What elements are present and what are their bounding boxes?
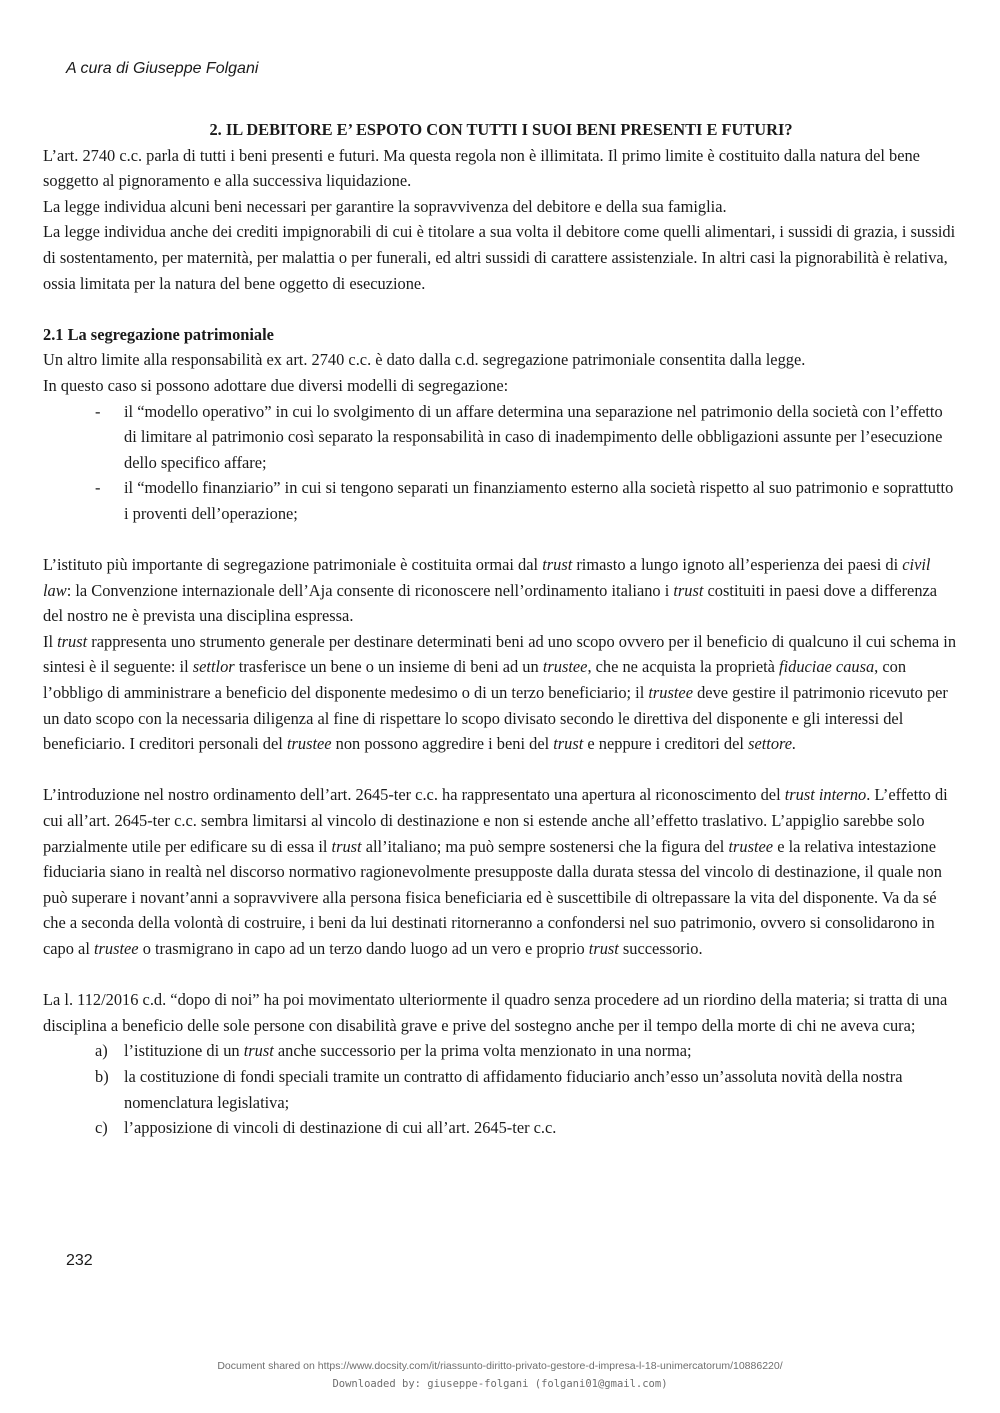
list-marker: a) [95,1041,108,1061]
italic-term: trust [673,580,704,600]
paragraph: La l. 112/2016 c.d. “dopo di noi” ha poi movimentato ulteriormente il quadro senza procedere ad un riordino della materia; si tratta di una disciplina a beneficio delle sole persone con disabilità grave e prive del sostegno anche per il tempo della morte di chi ne aveva cura; [43,990,948,1035]
page-header-author: A cura di Giuseppe Folgani [66,60,259,77]
list-item [43,1038,959,1064]
list-marker: c) [95,1118,108,1138]
italic-term: trust [553,734,584,754]
paragraph [43,552,959,629]
text-run: rimasto a lungo ignoto all’esperienza dei paesi di [572,555,903,575]
italic-term: trustee [286,734,332,754]
text-run: Il [43,631,58,651]
italic-term: trustee [728,836,774,856]
italic-term: trust [588,939,619,958]
text-run: : la Convenzione internazionale dell’Aja consente di riconoscere nell’ordinamento italiano i [66,580,674,600]
document-body [43,117,959,1141]
list-marker: b) [95,1066,109,1086]
italic-term: civil law [43,555,931,600]
paragraph: Un altro limite alla responsabilità ex art. 2740 c.c. è dato dalla c.d. segregazione patrimoniale consentita dalla legge. [43,350,806,370]
list-marker: - [95,478,101,498]
law-measures-list [43,1038,959,1140]
list-item [43,475,959,526]
italic-term: fiduciae causa [779,657,875,677]
subsection-title: 2.1 La segregazione patrimoniale [43,324,274,344]
list-item-text: il “modello finanziario” in cui si tengono separati un finanziamento esterno alla società rispetto al suo patrimonio e soprattutto i proventi dell’operazione; [124,478,954,523]
text-run: e neppure i creditori del [583,734,749,754]
text-run: o trasmigrano in capo ad un terzo dando luogo ad un vero e proprio [138,939,589,958]
spacer [43,527,959,553]
text-run: L’istituto più importante di segregazione patrimoniale è costituita ormai dal [43,555,543,575]
paragraph: La legge individua anche dei crediti impignorabili di cui è titolare a sua volta il debitore come quelli alimentari, i sussidi di grazia, i sussidi di sostentamento, per maternità, per malattia o per funerali, ed altri sussidi di carattere assistenziale. In altri casi la pignorabilità è relativa, ossia limitata per la natura del bene oggetto di esecuzione. [43,222,956,293]
spacer [43,296,959,322]
italic-term: settlor [192,657,235,677]
text-run: costituiti in paesi dove a differenza del nostro ne è prevista una disciplina espressa. [43,580,938,626]
text-run: deve gestire il patrimonio ricevuto per un dato scopo con la necessaria diligenza al fine di rispettare lo scopo divisato secondo le direttiva del disponente e gli interessi del beneficiario. I creditori personali del [43,683,948,754]
italic-term: trust [57,631,88,651]
italic-term: trust [243,1041,274,1061]
paragraph: L’art. 2740 c.c. parla di tutti i beni presenti e futuri. Ma questa regola non è illimitata. Il primo limite è costituito dalla natura del bene soggetto al pignoramento e alla successiva liquidazione. [43,145,920,191]
page-number: 232 [66,1252,93,1269]
list-item [43,399,959,476]
list-item [43,1115,959,1141]
text-run: all’italiano; ma può sempre sostenersi che la figura del [361,836,729,856]
text-run: la costituzione di fondi speciali tramite un contratto di affidamento fiduciario anch’esso un’assoluta novità della nostra nomenclatura legislativa; [124,1066,903,1112]
spacer [43,962,959,988]
text-run: trasferisce un bene o un insieme di beni ad un [234,657,543,677]
paragraph: In questo caso si possono adottare due diversi modelli di segregazione: [43,375,509,395]
paragraph [43,629,959,757]
text-run: , con l’obbligo di amministrare a beneficio del disponente medesimo o di un terzo beneficiario; il [43,657,907,703]
list-item-text: il “modello operativo” in cui lo svolgimento di un affare determina una separazione nel patrimonio della società con l’effetto di limitare al patrimonio così separato la responsabilità in caso di inadempimento delle obbligazioni assunte per l’esecuzione dello specifico affare; [124,401,943,472]
paragraph [43,782,959,961]
italic-term: trust interno [784,785,867,805]
footer-downloaded-by: Downloaded by: giuseppe-folgani (folgani01@gmail.com) [332,1378,668,1390]
text-run: e la relativa intestazione fiduciaria siano in realtà nel discorso normativo ragionevolmente presupposte dalla durata stessa del vincolo di destinazione, il quale non può superare i novant’anni a sopravvivere alla persona fisica beneficiaria ed è suscettibile di oltrepassare la vita del disponente. Va da sé che a seconda della volontà di costruire, i beni da lui destinati ritorneranno a confondersi nel suo patrimonio, ovvero si consolidarono in capo al [43,836,942,958]
spacer [43,757,959,783]
text-run: l’apposizione di vincoli di destinazione di cui all’art. 2645-ter c.c. [124,1118,557,1138]
italic-term: trustee [93,939,139,958]
list-marker: - [95,401,101,421]
italic-term: trust [542,555,573,575]
text-run: successorio. [618,939,703,958]
italic-term: trust [331,836,362,856]
text-run: . L’effetto di cui all’art. 2645-ter c.c. sembra limitarsi al vincolo di destinazione e non si estende anche all’effetto traslativo. L’appiglio sarebbe solo parzialmente utile per edificare su di essa il [43,785,948,856]
list-item [43,1064,959,1115]
text-run: L’introduzione nel nostro ordinamento dell’art. 2645-ter c.c. ha rappresentato una apertura al riconoscimento del [43,785,785,805]
text-run: , che ne acquista la proprietà [587,657,780,677]
italic-term: trustee [542,657,588,677]
italic-term: trustee [648,683,693,703]
footer-shared-link[interactable]: Document shared on https://www.docsity.com/it/riassunto-diritto-privato-gestore-d-impresa-l-18-unimercatorum/10886220/ [217,1360,783,1372]
italic-term: settore. [748,734,797,754]
text-run: non possono aggredire i beni del [331,734,554,754]
section-title: 2. IL DEBITORE E’ ESPOTO CON TUTTI I SUOI BENI PRESENTI E FUTURI? [209,120,793,139]
text-run: anche successorio per la prima volta menzionato in una norma; [273,1041,692,1061]
text-run: l’istituzione di un [124,1041,244,1061]
text-run: rappresenta uno strumento generale per destinare determinati beni ad uno scopo ovvero per il beneficio di qualcuno il cui schema in sintesi è il seguente: il [43,631,957,677]
segregation-models-list [43,399,959,527]
paragraph: La legge individua alcuni beni necessari per garantire la sopravvivenza del debitore e della sua famiglia. [43,196,727,216]
